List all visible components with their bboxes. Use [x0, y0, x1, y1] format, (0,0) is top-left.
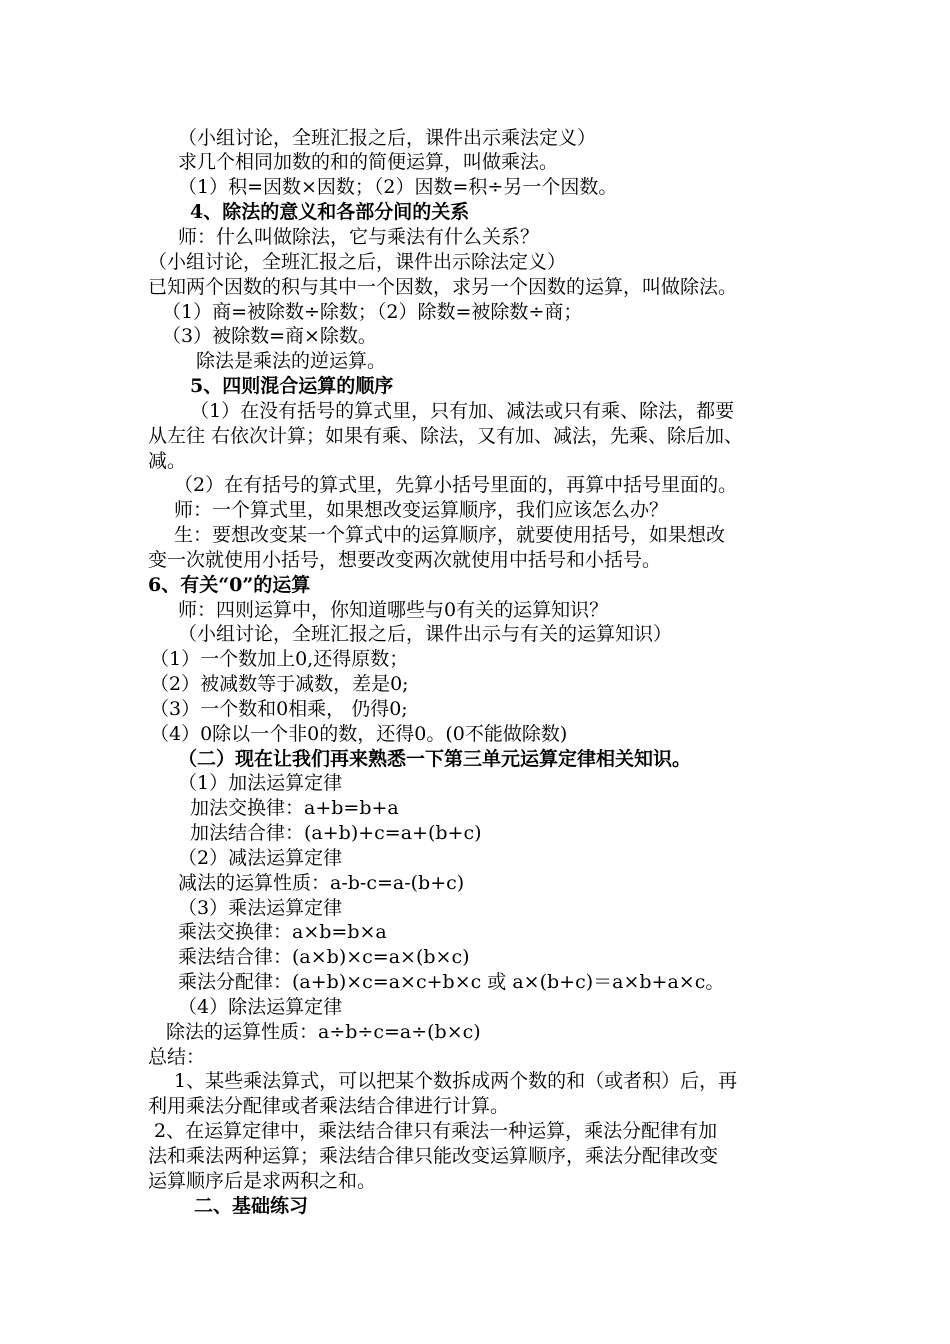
text-line: 除法的运算性质：a÷b÷c=a÷(b×c): [166, 1021, 481, 1043]
section-heading: （二）现在让我们再来熟悉一下第三单元运算定律相关知识。: [178, 748, 692, 770]
text-line: （2）在有括号的算式里，先算小括号里面的，再算中括号里面的。: [174, 474, 738, 496]
text-line: （3）乘法运算定律: [178, 897, 343, 919]
text-line: 利用乘法分配律或者乘法结合律进行计算。: [148, 1095, 510, 1117]
text-line: （1）加法运算定律: [178, 772, 343, 794]
text-line: （2）减法运算定律: [178, 847, 343, 869]
text-line: （1）在没有括号的算式里，只有加、减法或只有乘、除法，都要: [190, 400, 735, 422]
text-line: 运算顺序后是求两积之和。: [148, 1170, 377, 1192]
text-line: （1）一个数加上0,还得原数；: [150, 648, 409, 670]
text-line: 师：什么叫做除法，它与乘法有什么关系？: [178, 226, 540, 248]
text-line: （小组讨论，全班汇报之后，课件出示乘法定义）: [178, 127, 597, 149]
text-line: 2、在运算定律中，乘法结合律只有乘法一种运算，乘法分配律有加: [154, 1120, 718, 1142]
text-line: 师：四则运算中，你知道哪些与0有关的运算知识？: [178, 599, 609, 621]
text-line: 师：一个算式里，如果想改变运算顺序，我们应该怎么办？: [174, 499, 669, 521]
text-line: （小组讨论，全班汇报之后，课件出示除法定义）: [148, 251, 567, 273]
text-line: 乘法分配律：(a+b)×c=a×c+b×c 或 a×(b+c)＝a×b+a×c。: [178, 971, 725, 993]
text-line: 1、某些乘法算式，可以把某个数拆成两个数的和（或者积）后，再: [174, 1070, 738, 1092]
text-line: （小组讨论，全班汇报之后，课件出示与有关的运算知识）: [178, 623, 673, 645]
text-line: （1）积=因数×因数；（2）因数=积÷另一个因数。: [178, 176, 618, 198]
text-line: 除法是乘法的逆运算。: [196, 350, 387, 372]
section-heading: 5、四则混合运算的顺序: [190, 375, 394, 397]
section-heading: 4、除法的意义和各部分间的关系: [190, 201, 470, 223]
text-line: 乘法结合律：(a×b)×c=a×(b×c): [178, 946, 470, 968]
text-line: 加法结合律：(a+b)+c=a+(b+c): [190, 822, 482, 844]
text-line: 生：要想改变某一个算式中的运算顺序，就要使用括号，如果想改: [174, 524, 726, 546]
text-line: 变一次就使用小括号，想要改变两次就使用中括号和小括号。: [148, 549, 662, 571]
text-line: （3）一个数和0相乘， 仍得0;: [150, 698, 408, 720]
text-line: 求几个相同加数的和的简便运算，叫做乘法。: [178, 151, 559, 173]
text-line: 减。: [148, 450, 187, 472]
text-line: 乘法交换律：a×b=b×a: [178, 921, 387, 943]
text-line: （2）被减数等于减数，差是0;: [150, 673, 409, 695]
text-line: 总结：: [148, 1046, 206, 1068]
text-line: （4）除法运算定律: [178, 996, 343, 1018]
text-line: （3）被除数=商×除数。: [162, 325, 377, 347]
text-line: 已知两个因数的积与其中一个因数，求另一个因数的运算，叫做除法。: [148, 276, 738, 298]
text-line: （4）0除以一个非0的数，还得0。(0不能做除数): [150, 723, 568, 745]
text-line: 加法交换律：a+b=b+a: [190, 797, 399, 819]
section-heading: 二、基础练习: [194, 1195, 309, 1217]
text-line: 从左往 右依次计算；如果有乘、除法，又有加、减法，先乘、除后加、: [148, 425, 744, 447]
text-line: 法和乘法两种运算；乘法结合律只能改变运算顺序，乘法分配律改变: [148, 1145, 719, 1167]
text-line: 减法的运算性质：a-b-c=a-(b+c): [178, 872, 465, 894]
section-heading: 6、有关“0”的运算: [148, 574, 311, 596]
text-line: （1）商=被除数÷除数；（2）除数=被除数÷商；: [162, 301, 583, 323]
